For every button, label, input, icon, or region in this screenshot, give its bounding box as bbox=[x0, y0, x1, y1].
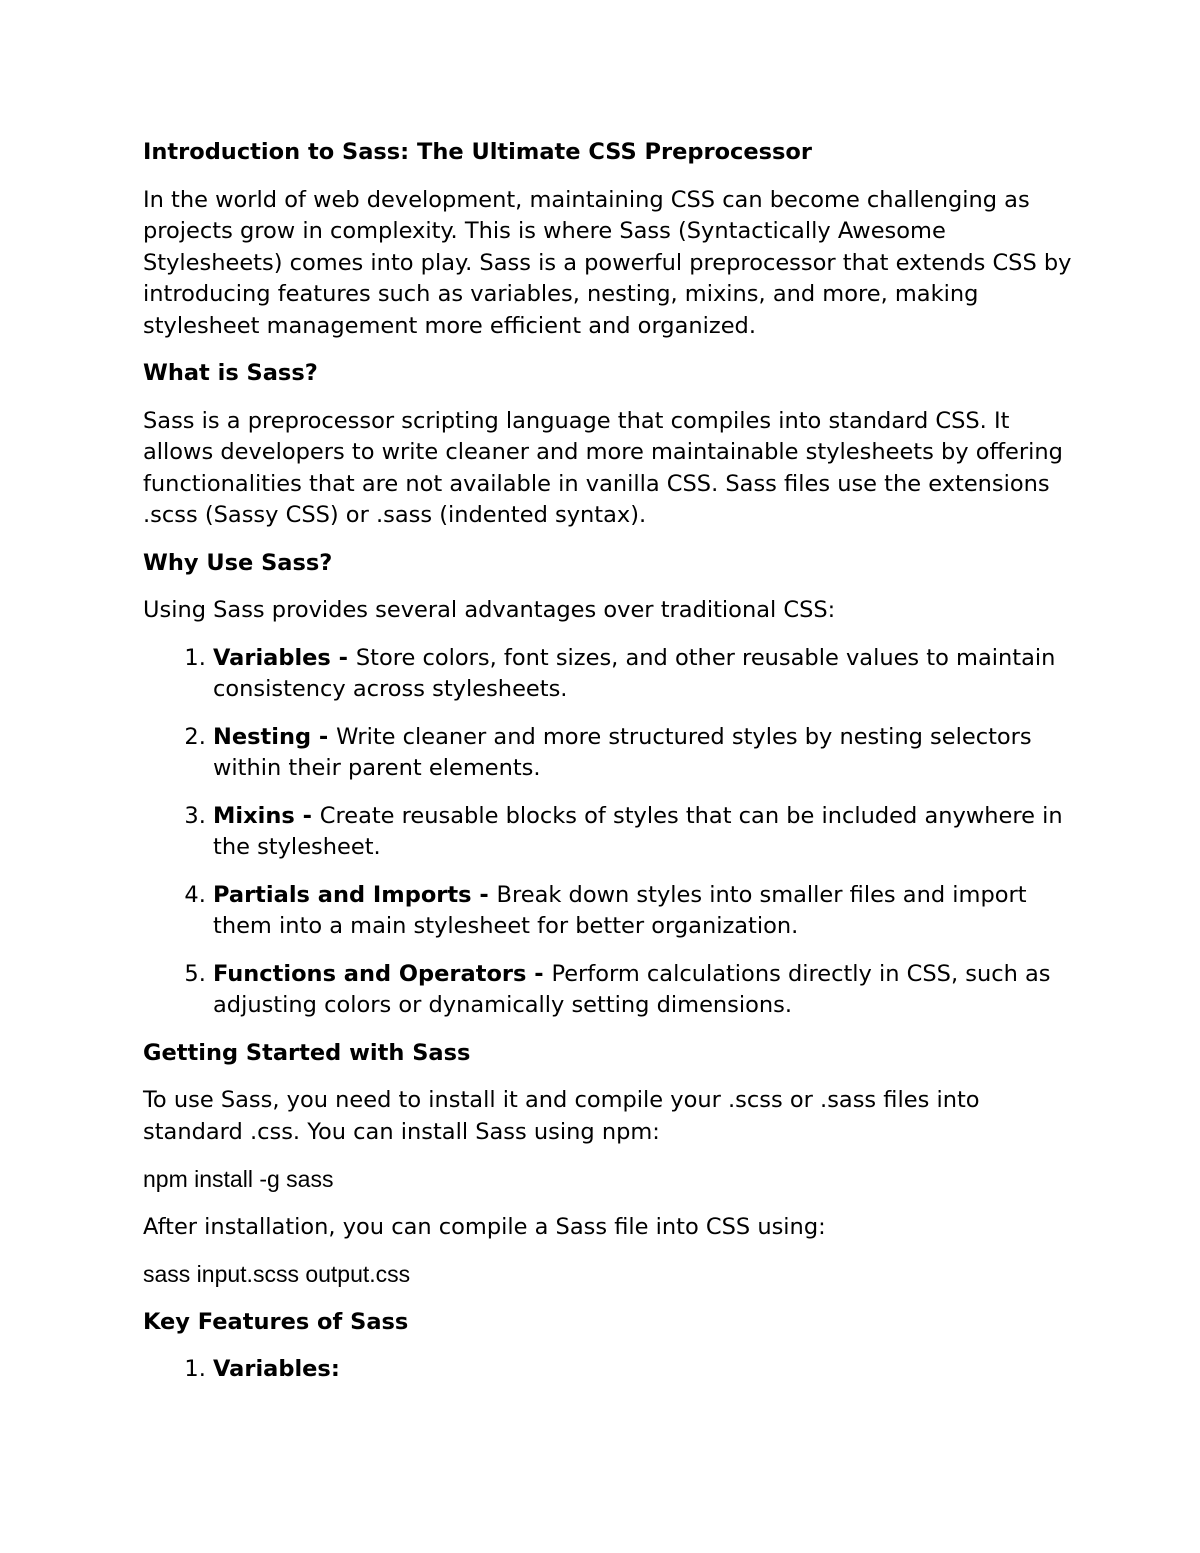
list-item-separator: - bbox=[526, 960, 552, 987]
list-item-separator: - bbox=[330, 644, 356, 671]
list-item-term: Partials and Imports bbox=[213, 881, 472, 908]
section-heading-key-features: Key Features of Sass bbox=[143, 1308, 409, 1335]
section-heading-getting-started: Getting Started with Sass bbox=[143, 1039, 471, 1066]
what-is-sass-paragraph: Sass is a preprocessor scripting language that compiles into standard CSS. It allows developers to write cleaner and more maintainable stylesheets by offering functionalities that are not available in vanilla CSS. Sass files use the extensions .scss (Sassy CSS) or .sass (indented syntax). bbox=[143, 407, 1063, 528]
list-item bbox=[213, 1354, 1073, 1386]
list-item-description: Write cleaner and more structured styles by nesting selectors within their parent elements. bbox=[213, 723, 1032, 781]
install-command: npm install -g sass bbox=[143, 1166, 334, 1192]
list-item-description: Create reusable blocks of styles that can be included anywhere in the stylesheet. bbox=[213, 802, 1063, 860]
list-item bbox=[213, 801, 1073, 864]
list-item-term: Variables: bbox=[213, 1356, 340, 1382]
advantages-list bbox=[143, 643, 1073, 1022]
list-item-separator: - bbox=[294, 802, 320, 829]
getting-started-paragraph: To use Sass, you need to install it and compile your .scss or .sass files into standard .css. You can install Sass using npm: bbox=[143, 1087, 980, 1145]
why-use-sass-paragraph: Using Sass provides several advantages over traditional CSS: bbox=[143, 597, 836, 623]
after-installation-paragraph: After installation, you can compile a Sass file into CSS using: bbox=[143, 1213, 826, 1240]
list-item-term: Variables bbox=[213, 644, 331, 671]
document-body bbox=[143, 137, 1073, 1402]
list-item bbox=[213, 959, 1073, 1022]
key-features-list bbox=[143, 1354, 1073, 1386]
section-heading-what-is-sass: What is Sass? bbox=[143, 360, 318, 386]
list-item-term: Nesting bbox=[213, 723, 312, 750]
list-item bbox=[213, 643, 1073, 706]
section-heading-why-use-sass: Why Use Sass? bbox=[143, 549, 333, 576]
list-item-description: Break down styles into smaller files and import them into a main stylesheet for better organization. bbox=[213, 881, 1027, 939]
list-item-separator: - bbox=[311, 723, 337, 750]
document-title: Introduction to Sass: The Ultimate CSS Preprocessor bbox=[143, 139, 812, 165]
list-item bbox=[213, 722, 1073, 785]
list-item-separator: - bbox=[471, 881, 497, 908]
list-item-term: Mixins bbox=[213, 802, 295, 829]
compile-command: sass input.scss output.css bbox=[143, 1261, 411, 1287]
list-item-description: Store colors, font sizes, and other reusable values to maintain consistency across stylesheets. bbox=[213, 644, 1056, 702]
intro-paragraph: In the world of web development, maintaining CSS can become challenging as projects grow in complexity. This is where Sass (Syntactically Awesome Stylesheets) comes into play. Sass is a powerful preprocessor that extends CSS by introducing features such as variables, nesting, mixins, and more, making stylesheet management more efficient and organized. bbox=[143, 186, 1072, 339]
list-item bbox=[213, 880, 1073, 943]
list-item-description: Perform calculations directly in CSS, such as adjusting colors or dynamically setting dimensions. bbox=[213, 960, 1051, 1018]
list-item-term: Functions and Operators bbox=[213, 960, 527, 987]
